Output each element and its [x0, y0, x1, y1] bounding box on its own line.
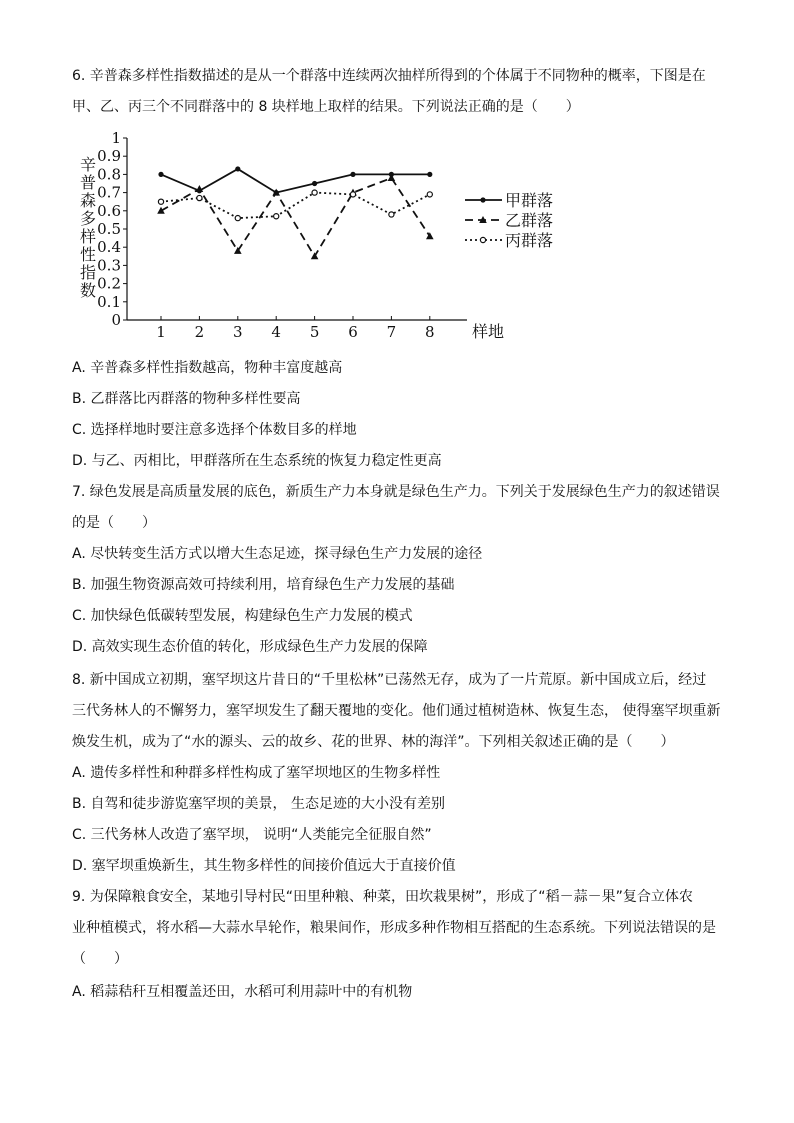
y-tick-label: 0.1 [97, 292, 121, 311]
q9-stem-line-3: （ ） [72, 951, 128, 967]
y-tick-label: 0.5 [97, 220, 121, 238]
x-tick-label: 3 [233, 323, 243, 341]
q6-stem-line-1: 6. 辛普森多样性指数描述的是从一个群落中连续两次抽样所得到的个体属于不同物种的概率，下图是在 [72, 68, 706, 84]
legend-label: 甲群落 [505, 191, 554, 210]
y-tick-label: 0.9 [97, 147, 121, 166]
x-axis-label: 样地 [472, 322, 505, 341]
data-point [158, 199, 163, 204]
data-point [427, 172, 432, 177]
legend-marker [480, 197, 485, 202]
data-point [312, 190, 317, 195]
y-tick-label: 0.3 [97, 256, 121, 275]
x-tick-label: 6 [348, 323, 358, 341]
q9-option-a: A. 稻蒜秸秆互相覆盖还田，水稻可利用蒜叶中的有机物 [72, 984, 413, 1000]
y-axis-label-char: 多 [79, 209, 97, 228]
q6-option-c: C. 选择样地时要注意多选择个体数目多的样地 [72, 422, 357, 438]
data-point [389, 212, 394, 217]
x-tick-label: 5 [309, 323, 320, 341]
q7-option-b: B. 加强生物资源高效可持续利用，培育绿色生产力发展的基础 [72, 577, 455, 593]
legend-label: 乙群落 [505, 211, 554, 230]
data-point [427, 192, 432, 197]
y-axis-label-char: 指 [79, 263, 97, 282]
q8-stem-line-1: 8. 新中国成立初期，塞罕坝这片昔日的“千里松林”已荡然无存，成为了一片荒原。新中国成立后，经过 [72, 672, 707, 688]
data-point [158, 172, 163, 177]
chart-series [157, 166, 433, 259]
x-tick-label: 2 [194, 323, 205, 341]
y-tick-label: 0.4 [97, 238, 121, 257]
y-axis-label-char: 数 [79, 281, 97, 300]
q8-option-b: B. 自驾和徒步游览塞罕坝的美景， 生态足迹的大小没有差别 [72, 796, 445, 812]
legend-label: 丙群落 [505, 231, 554, 250]
chart-legend [465, 191, 553, 250]
chart-axes [97, 129, 504, 341]
y-axis-label-char: 普 [79, 173, 97, 192]
data-point [350, 172, 355, 177]
q6-option-b: B. 乙群落比丙群落的物种多样性要高 [72, 391, 301, 407]
y-axis-label-char: 森 [79, 191, 97, 210]
q7-option-c: C. 加快绿色低碳转型发展，构建绿色生产力发展的模式 [72, 608, 413, 624]
y-tick-label: 0.8 [97, 165, 121, 184]
x-tick-label: 4 [271, 323, 281, 341]
chart-ylabel [80, 155, 96, 300]
y-tick-label: 0 [111, 311, 121, 329]
data-point [197, 195, 202, 200]
data-point [350, 192, 355, 197]
y-tick-label: 1 [111, 129, 121, 147]
x-tick-label: 7 [386, 323, 397, 341]
q7-stem-line-2: 的是（ ） [72, 515, 156, 531]
x-tick-label: 8 [425, 323, 435, 341]
x-tick-label: 1 [156, 323, 166, 341]
diversity-index-line-chart [72, 128, 572, 346]
y-tick-label: 0.2 [97, 274, 121, 293]
y-tick-label: 0.7 [97, 183, 121, 202]
q8-option-c: C. 三代务林人改造了塞罕坝， 说明“人类能完全征服自然” [72, 827, 432, 843]
q8-option-a: A. 遗传多样性和种群多样性构成了塞罕坝地区的生物多样性 [72, 765, 441, 781]
q8-stem-line-2: 三代务林人的不懈努力，塞罕坝发生了翻天覆地的变化。他们通过植树造林、恢复生态， 使得塞罕坝重新 [72, 703, 721, 719]
data-point [235, 215, 240, 220]
q8-option-d: D. 塞罕坝重焕新生，其生物多样性的间接价值远大于直接价值 [72, 858, 456, 874]
y-axis-label-char: 样 [79, 227, 97, 246]
q7-stem-line-1: 7. 绿色发展是高质量发展的底色，新质生产力本身就是绿色生产力。下列关于发展绿色生产力的叙述错误 [72, 484, 720, 500]
q6-option-d: D. 与乙、丙相比，甲群落所在生态系统的恢复力稳定性更高 [72, 453, 442, 469]
y-axis-label-char: 性 [79, 245, 97, 264]
q6-option-a: A. 辛普森多样性指数越高，物种丰富度越高 [72, 360, 343, 376]
q7-option-a: A. 尽快转变生活方式以增大生态足迹，探寻绿色生产力发展的途径 [72, 546, 483, 562]
legend-marker [480, 237, 485, 242]
q6-stem-line-2: 甲、乙、丙三个不同群落中的 8 块样地上取样的结果。下列说法正确的是（ ） [72, 99, 580, 115]
data-point [312, 181, 317, 186]
y-tick-label: 0.6 [97, 201, 121, 220]
q9-stem-line-1: 9. 为保障粮食安全，某地引导村民“田里种粮、种菜，田坎栽果树”，形成了“稻－蒜－果”复合立体农 [72, 889, 693, 905]
q7-option-d: D. 高效实现生态价值的转化，形成绿色生产力发展的保障 [72, 639, 428, 655]
q8-stem-line-3: 焕发生机，成为了“水的源头、云的故乡、花的世界、林的海洋”。下列相关叙述正确的是（ ） [72, 734, 675, 750]
q9-stem-line-2: 业种植模式，将水稻—大蒜水旱轮作，粮果间作，形成多种作物相互搭配的生态系统。下列说法错误的是 [72, 920, 716, 936]
y-axis-label-char: 辛 [79, 155, 97, 174]
data-point [274, 214, 279, 219]
data-point [235, 166, 240, 171]
series-3 [158, 190, 432, 221]
